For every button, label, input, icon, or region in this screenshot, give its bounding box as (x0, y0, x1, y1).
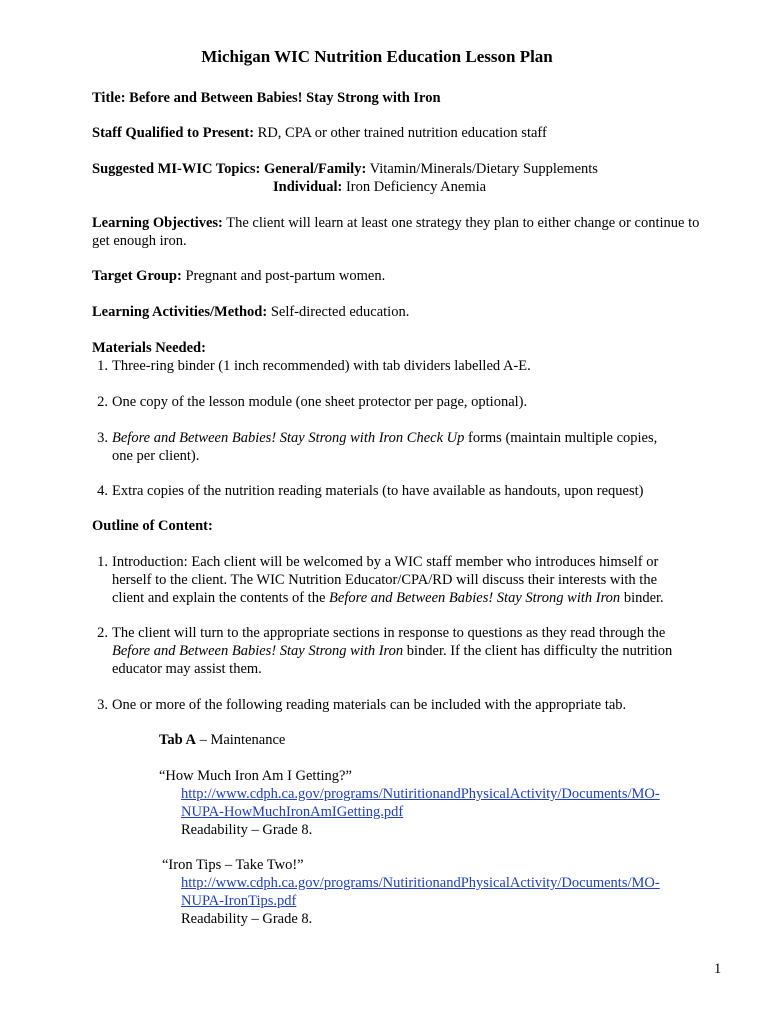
staff-qualified-line (92, 124, 732, 142)
staff-value: RD, CPA or other trained nutrition education staff (254, 125, 547, 141)
list-item-text: One copy of the lesson module (one sheet protector per page, optional). (112, 394, 528, 410)
outline-2-italic: Before and Between Babies! Stay Strong with Iron (112, 643, 404, 659)
objectives-text-1: The client will learn at least one strategy they plan to either change or continue to (222, 215, 700, 231)
outline-2-line-2b: binder. If the client has difficulty the nutrition (403, 643, 673, 659)
outline-heading (92, 517, 732, 535)
objectives-line-2: get enough iron. (92, 233, 187, 249)
list-number: 4. (97, 483, 108, 499)
activities-value: Self-directed education. (267, 304, 410, 320)
general-label: General/Family: (264, 161, 367, 177)
tab-a-heading (159, 731, 285, 749)
resource-link-line-2: NUPA-IronTips.pdf (181, 893, 297, 909)
list-number: 1. (97, 358, 108, 374)
list-item-text: Extra copies of the nutrition reading materials (to have available as handouts, upon request) (112, 483, 644, 499)
list-item-text-2: one per client). (112, 448, 200, 464)
resource-link-line-2: NUPA-HowMuchIronAmIGetting.pdf (181, 804, 404, 820)
lesson-title-text: Title: Before and Between Babies! Stay Strong with Iron (92, 90, 441, 106)
objectives-label: Learning Objectives: (92, 215, 223, 231)
individual-value: Iron Deficiency Anemia (342, 179, 487, 195)
list-number: 1. (97, 554, 108, 570)
list-item (97, 429, 712, 465)
topics-individual-line (273, 178, 733, 196)
materials-heading (92, 339, 732, 357)
target-group-line (92, 267, 732, 285)
list-item-text: Three-ring binder (1 inch recommended) with tab dividers labelled A-E. (112, 358, 531, 374)
outline-2-line-1: The client will turn to the appropriate sections in response to questions as they read through the (112, 625, 666, 641)
list-item (97, 482, 712, 500)
topics-label: Suggested MI-WIC Topics: (92, 161, 265, 177)
resource-readability: Readability – Grade 8. (181, 911, 313, 927)
list-item-text: forms (maintain multiple copies, (464, 430, 658, 446)
list-number: 2. (97, 394, 108, 410)
outline-heading-text: Outline of Content: (92, 518, 213, 534)
lesson-title (92, 89, 732, 107)
outline-2-line-3: educator may assist them. (112, 661, 262, 677)
list-number: 3. (97, 430, 108, 446)
outline-1-line-2: herself to the client. The WIC Nutrition Educator/CPA/RD will discuss their interests with the (112, 572, 658, 588)
outline-1-line-1: Introduction: Each client will be welcomed by a WIC staff member who introduces himself or (112, 554, 659, 570)
resource-item (159, 767, 719, 839)
resource-title: “How Much Iron Am I Getting?” (159, 768, 352, 784)
resource-link[interactable] (181, 875, 660, 909)
list-item-italic: Before and Between Babies! Stay Strong with Iron Check Up (112, 430, 465, 446)
resource-title: “Iron Tips – Take Two!” (162, 857, 304, 873)
page-number: 1 (714, 961, 722, 977)
outline-1-line-3a: client and explain the contents of the (112, 590, 330, 606)
list-item (97, 357, 712, 375)
general-value: Vitamin/Minerals/Dietary Supplements (366, 161, 598, 177)
objectives-line-1 (92, 214, 732, 232)
list-number: 2. (97, 625, 108, 641)
individual-label: Individual: (273, 179, 343, 195)
staff-label: Staff Qualified to Present: (92, 125, 255, 141)
resource-link-line-1: http://www.cdph.ca.gov/programs/NutiritionandPhysicalActivity/Documents/MO- (181, 875, 660, 891)
activities-line (92, 303, 732, 321)
resource-link-line-1: http://www.cdph.ca.gov/programs/NutiritionandPhysicalActivity/Documents/MO- (181, 786, 660, 802)
resource-link[interactable] (181, 786, 660, 820)
list-item (97, 624, 712, 678)
activities-label: Learning Activities/Method: (92, 304, 268, 320)
document-title: Michigan WIC Nutrition Education Lesson Plan (201, 47, 553, 66)
list-item (97, 696, 712, 714)
resource-item (162, 856, 722, 928)
target-value: Pregnant and post-partum women. (181, 268, 386, 284)
list-number: 3. (97, 697, 108, 713)
list-item (97, 393, 712, 411)
outline-1-italic: Before and Between Babies! Stay Strong with Iron (329, 590, 621, 606)
materials-heading-text: Materials Needed: (92, 340, 206, 356)
tab-a-value: – Maintenance (195, 732, 286, 748)
target-label: Target Group: (92, 268, 182, 284)
resource-readability: Readability – Grade 8. (181, 822, 313, 838)
outline-1-line-3b: binder. (620, 590, 664, 606)
topics-line (92, 160, 732, 178)
tab-a-label: Tab A (159, 732, 196, 748)
list-item (97, 553, 712, 607)
outline-3-line-1: One or more of the following reading materials can be included with the appropriate tab. (112, 697, 627, 713)
